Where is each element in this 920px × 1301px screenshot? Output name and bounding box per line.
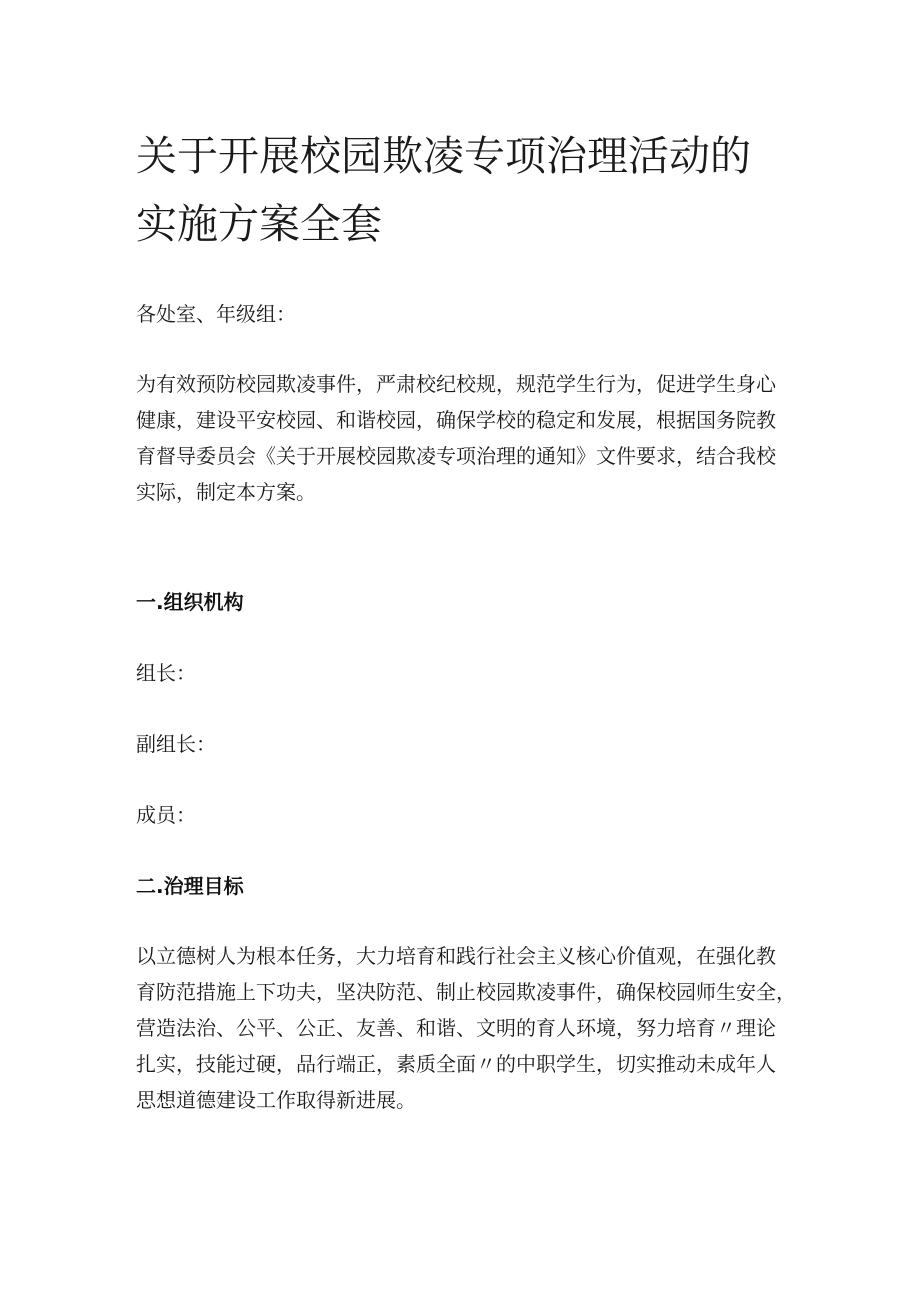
deputy-leader-label: 副组长： [136,732,216,756]
section-2-heading: 二.治理目标 [136,874,244,898]
intro-line-3: 育督导委员会《关于开展校园欺凌专项治理的通知》文件要求，结合我校 [136,444,776,468]
intro-line-4: 实际，制定本方案。 [136,480,316,504]
goals-paragraph [136,938,796,1118]
goals-line-1: 以立德树人为根本任务，大力培育和践行社会主义核心价值观，在强化教 [136,944,776,968]
goals-line-3: 营造法治、公平、公正、友善、和谐、文明的育人环境，努力培育〃理论 [136,1016,776,1040]
goals-line-2: 育防范措施上下功夫，坚决防范、制止校园欺凌事件，确保校园师生安全， [136,980,796,1004]
goals-line-5: 思想道德建设工作取得新进展。 [136,1088,416,1112]
goals-line-4: 扎实，技能过硬，品行端正，素质全面〃的中职学生，切实推动未成年人 [136,1052,776,1076]
leader-label: 组长： [136,661,196,685]
section-1-heading: 一.组织机构 [136,590,244,614]
intro-line-1: 为有效预防校园欺凌事件，严肃校纪校规，规范学生行为，促进学生身心 [136,372,776,396]
title-line-2: 实施方案全套 [136,200,382,248]
title-line-1: 关于开展校园欺凌专项治理活动的 [136,132,751,180]
intro-line-2: 健康，建设平安校园、和谐校园，确保学校的稳定和发展，根据国务院教 [136,408,776,432]
intro-paragraph [136,366,786,510]
document-title [136,122,796,258]
members-label: 成员： [136,803,196,827]
salutation: 各处室、年级组： [136,302,296,326]
